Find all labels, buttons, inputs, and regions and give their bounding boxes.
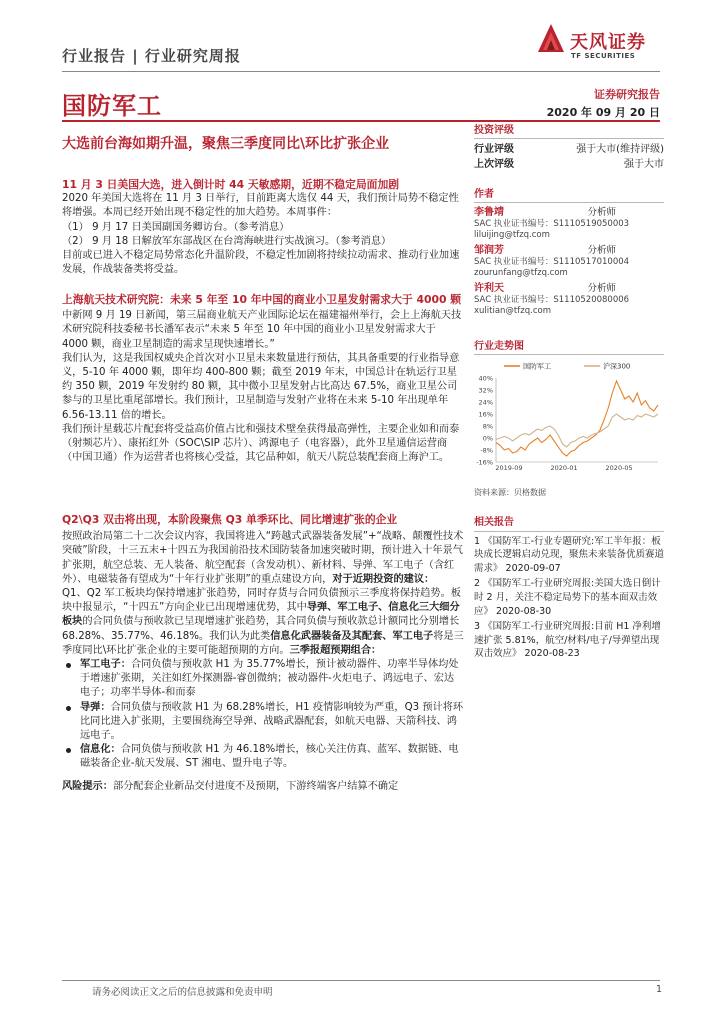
author-email[interactable]: zourunfang@tfzq.com [474, 268, 568, 278]
author-email[interactable]: xulitian@tfzq.com [474, 306, 551, 316]
related-report-link[interactable]: 1 《国防军工-行业专题研究:军工半年报：板块成长逻辑启动兑现，聚焦未来装备优质赛道需求》 2020-09-07 [474, 535, 665, 574]
y-tick-label: 40% [478, 374, 493, 383]
bullet-label: 军工电子： [80, 659, 131, 671]
author-cert: SAC 执业证书编号：S1110520080006 [474, 295, 630, 305]
x-tick-label: 2020-05 [605, 464, 633, 472]
section-2-paragraph-1: 中新网 9 月 19 日新闻，第三届商业航天产业国际论坛在福建福州举行，会上上海航天技术研究院科技委秘书长潘军表示“未来 5 年至 10 年中国的商业小卫星发射需求大于 4000 颗，商业卫星制造的需求呈现快速增长。” [62, 310, 462, 350]
section-1-paragraph-2: 目前或已进入不稳定局势常态化升温阶段，不稳定性加剧将持续拉动需求、推动行业加速发展，作战装备类将受益。 [62, 250, 460, 276]
related-report-link[interactable]: 3 《国防军工-行业研究周报:目前 H1 净利增速扩张 5.81%，航空/材料/电子/导弹望出现双击效应》 2020-08-23 [474, 621, 661, 660]
bullet-text: 合同负债与预收款 H1 为 46.18%增长，核心关注仿真、蓝军、数据链、电磁装备企业-航天发展、ST 湘电、盟升电子等。 [80, 744, 459, 770]
rating-heading: 投资评级 [474, 124, 664, 139]
author-entry [474, 282, 664, 317]
header-divider [62, 71, 660, 72]
bullet-label: 信息化： [80, 744, 121, 756]
author-role: 分析师 [587, 245, 616, 256]
s3-p2-text-a: Q1、Q2 军工板块均保持增速扩张趋势，同时存货与合同负债预示三季度将保持趋势。板块中报显示，“十四五”方向企业已出现增速优势，其中 [62, 588, 461, 614]
y-tick-label: 32% [478, 386, 493, 395]
portfolio-list [62, 658, 464, 772]
author-entry [474, 206, 664, 241]
legend-label: 沪深300 [603, 362, 631, 371]
risk-text: 部分配套企业新品交付进度不及预期，下游终端客户结算不确定 [112, 780, 399, 792]
y-tick-label: -16% [476, 458, 493, 467]
y-tick-label: 0% [482, 434, 493, 443]
chart-source: 资料来源：贝格数据 [474, 488, 546, 497]
report-date: 2020 年 09 月 20 日 [546, 106, 660, 119]
section-3-paragraph-1 [62, 530, 464, 587]
bullet-label: 导弹： [80, 701, 111, 713]
s3-p2-emph-b: 导弹、军工电子、信息化三大细分板块 [62, 602, 460, 628]
author-entry [474, 244, 664, 279]
x-tick-label: 2020-01 [550, 464, 578, 472]
logo-english: TF SECURITIES [571, 52, 636, 60]
bullet-text: 合同负债与预收款 H1 为 35.77%增长，预计被动器件、功率半导体均处于增速扩张期，关注如红外探测器-睿创微纳；被动器件-火炬电子、鸿远电子、宏达电子；功率半导体-和而泰 [80, 659, 459, 699]
rating-value: 强于大市 [624, 159, 664, 170]
section-1-paragraph: 2020 年美国大选将在 11 月 3 日举行，目前距离大选仅 44 天，我们预计局势不稳定性将增强。本周已经开始出现不稳定性的加大趋势。本周事件： [62, 193, 459, 219]
rating-value: 强于大市(维持评级) [576, 144, 664, 155]
logo-icon [536, 22, 566, 60]
section-1-item-2: （2） 9 月 18 日解放军东部战区在台湾海峡进行实战演习。（参考消息） [62, 235, 392, 247]
legend-label: 国防军工 [523, 362, 551, 371]
y-tick-label: 8% [482, 422, 493, 431]
series-line-0 [496, 381, 658, 456]
section-1 [62, 178, 464, 277]
s3-p2-emph-d: 信息化武器装备及其配套、军工电子 [270, 630, 434, 642]
trend-chart-svg [474, 358, 664, 478]
section-1-item-1: （1） 9 月 17 日美国副国务卿访台。（参考消息） [62, 221, 290, 233]
author-heading: 作者 [474, 188, 664, 203]
risk-label: 风险提示： [62, 780, 113, 792]
list-item [62, 743, 464, 771]
author-cert: SAC 执业证书编号：S1110517010004 [474, 257, 630, 267]
trend-heading: 行业走势图 [474, 340, 664, 355]
author-name: 许利天 [474, 283, 504, 294]
author-name: 李鲁靖 [474, 207, 504, 218]
rating-row [474, 142, 664, 157]
rating-row [474, 157, 664, 172]
report-headline: 大选前台海如期升温，聚焦三季度同比\环比扩张企业 [62, 136, 390, 152]
series-line-1 [496, 414, 658, 447]
y-tick-label: -8% [480, 446, 493, 455]
section-divider [62, 120, 660, 122]
section-2-heading: 上海航天技术研究院：未来 5 年至 10 年中国的商业小卫星发射需求大于 4000 颗 [62, 293, 462, 306]
rating-key: 行业评级 [474, 144, 514, 155]
author-role: 分析师 [587, 207, 616, 218]
x-tick-label: 2019-09 [495, 464, 523, 472]
s3-p2-text-c: 的合同负债与预收款已呈现增速扩张趋势，其合同负债与预收款总计额同比分别增长 68.28%、35.77%、46.18%。我们认为此类 [62, 616, 460, 642]
brand-logo [536, 20, 696, 70]
s3-p1-text: 按照政治局第二十二次会议内容，我国将进入“跨越式武器装备发展”+“战略、颠覆性技术突破”阶段，十三五末+十四五为我国前沿技术国防装备加速突破时期，预计进入十年景气扩张期，航空总装、无人装备、航空配套（含发动机）、新材料、导弹、军工电子（含红外）、电磁装备有望成为“十年行业扩张期”的重点建设方向， [62, 531, 464, 585]
section-3 [62, 513, 464, 794]
related-heading: 相关报告 [474, 516, 664, 532]
related-report-link[interactable]: 2 《国防军工-行业研究周报:美国大选日倒计时 2 月，关注不稳定局势下的基本面双击效应》 2020-08-30 [474, 578, 661, 617]
industry-trend-chart [474, 358, 664, 478]
list-item [62, 701, 464, 744]
footer-disclaimer: 请务必阅读正文之后的信息披露和免责申明 [92, 987, 273, 998]
author-name: 邹润芳 [474, 245, 504, 256]
page-number: 1 [655, 984, 662, 995]
y-tick-label: 24% [478, 398, 493, 407]
trend-heading-wrap [474, 340, 664, 358]
risk-warning [62, 780, 464, 794]
footer-divider [62, 980, 660, 981]
sector-title: 国防军工 [62, 92, 162, 120]
report-category: 行业报告 | 行业研究周报 [62, 47, 241, 65]
rating-panel [474, 124, 664, 172]
section-2-paragraph-2: 我们认为，这是我国权威央企首次对小卫星未来数量进行预估，其具备重要的行业指导意义，5-10 年 4000 颗，即年均 400-800 颗；截至 2019 年末，中国总计在轨运行卫星约 350 颗，2019 年发射约 80 颗，其中微小卫星发射占比高达 67.5%，商业卫星公司参与的卫星比重尾部增长。我们预计，卫星制造与发射产业将在未来 5-10 年出现单年 6.56-13.11 倍的增长。 [62, 352, 460, 421]
section-2 [62, 293, 464, 465]
section-1-heading: 11 月 3 日美国大选，进入倒计时 44 天敏感期，近期不稳定局面加剧 [62, 178, 400, 191]
related-reports [474, 516, 664, 661]
section-2-paragraph-3: 我们预计星载芯片配套将受益高价值占比和强技术壁垒获得最高弹性，主要企业如和而泰（射频芯片）、康拓红外（SOC\SIP 芯片）、鸿源电子（电容器），此外卫星通信运营商（中国卫通）作为运营者也将核心受益，其它品种如，航天八院总装配套商上海沪工。 [62, 423, 460, 464]
author-panel [474, 188, 664, 317]
author-cert: SAC 执业证书编号：S1110519050003 [474, 219, 630, 229]
s3-p2-text-e: 将是三季度同比\环比扩张企业的主要可能超预期的方向。 [62, 630, 464, 656]
list-item [62, 658, 464, 701]
author-role: 分析师 [587, 283, 616, 294]
section-3-heading: Q2\Q3 双击将出现，本阶段聚焦 Q3 单季环比、同比增速扩张的企业 [62, 513, 398, 526]
section-3-paragraph-2 [62, 587, 464, 658]
logo-chinese: 天风证券 [570, 32, 646, 53]
report-type: 证券研究报告 [594, 88, 660, 101]
author-email[interactable]: liluijing@tfzq.com [474, 230, 550, 240]
bullet-text: 合同负债与预收款 H1 为 68.28%增长，H1 疫情影响较为严重，Q3 预计将环比同比进入扩张期，主要围绕海空导弹、战略武器配套，如航天电器、天箭科技、鸿远电子。 [80, 701, 464, 742]
y-tick-label: 16% [478, 410, 493, 419]
rating-key: 上次评级 [474, 159, 514, 170]
s3-p1-emphasis: 对于近期投资的建议： [332, 573, 435, 585]
s3-p2-emph-f: 三季报超预期组合： [289, 644, 382, 656]
